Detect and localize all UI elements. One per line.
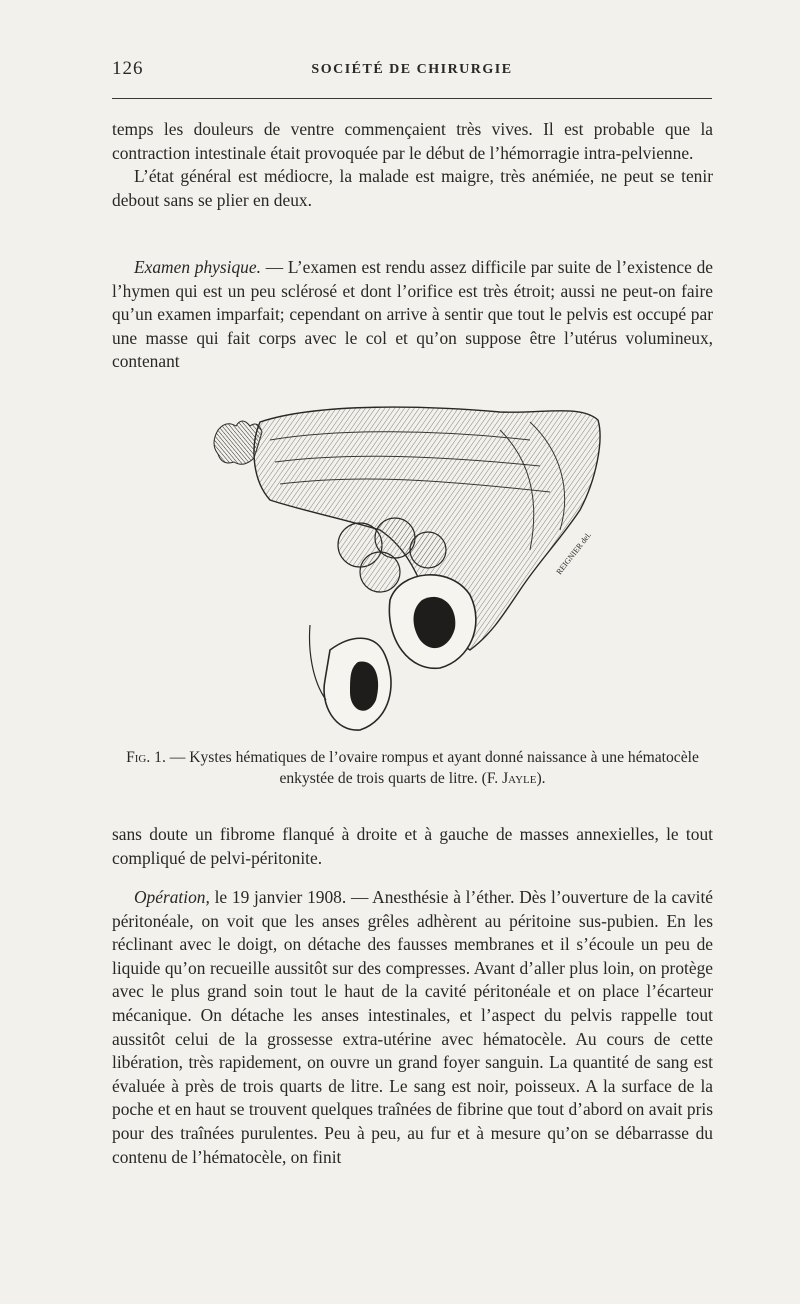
text-block-exam: [112, 256, 713, 374]
paragraph-1: temps les douleurs de ventre commençaient très vives. Il est probable que la contraction intestinale était provoquée par le début de l’hémorragie intra-pelvienne.: [112, 119, 713, 163]
running-head: SOCIÉTÉ DE CHIRURGIE: [311, 62, 513, 77]
exam-lead: Examen physique.: [134, 257, 261, 277]
figure-illustration: [200, 400, 620, 745]
exam-text: — L’examen est rendu assez difficile par suite de l’existence de l’hymen qui est un peu sclérosé et dont l’orifice est très étroit; aussi ne peut-on faire qu’un examen imparfait; cependant on arrive à sentir que tout le pelvis est occupé par une masse qui fait corps avec le col et qu’on suppose être l’utérus volumineux, contenant: [112, 257, 714, 372]
text-block-operation: [112, 886, 713, 1169]
paragraph-exam: [112, 256, 713, 374]
text-block-top: [112, 118, 713, 212]
header-rule: [112, 98, 712, 99]
page-header: [112, 58, 712, 88]
page-number: 126: [112, 58, 144, 79]
caption-text: — Kystes hématiques de l’ovaire rompus et ayant donné naissance à une hématocèle enkystée de trois quarts de litre.: [165, 749, 699, 787]
paragraph-continuation: sans doute un fibrome flanqué à droite et à gauche de masses annexielles, le tout compliqué de pelvi-péritonite.: [112, 824, 713, 868]
ruptured-cyst-drawing: [310, 575, 476, 730]
artist-signature: REIGNIER del.: [554, 530, 594, 577]
figure-caption: [112, 747, 713, 789]
text-block-continuation: [112, 823, 713, 870]
paragraph-2: L’état général est médiocre, la malade est maigre, très anémiée, ne peut se tenir debout sans se plier en deux.: [112, 166, 713, 210]
caption-credit: (F. Jayle).: [481, 770, 546, 787]
caption-label: Fig. 1.: [126, 749, 166, 766]
paragraph-operation: [112, 886, 713, 1169]
operation-text: le 19 janvier 1908. — Anesthésie à l’éther. Dès l’ouverture de la cavité péritonéale, on voit que les anses grêles adhèrent au péritoine sus-pubien. En les réclinant avec le doigt, on détache des fausses membranes et il s’écoule un peu de liquide qu’on recueille aussitôt sur des compresses. Avant d’aller plus loin, on protège avec le plus grand soin tout le haut de la cavité péritonéale et on place l’écarteur mécanique. On détache les anses intestinales, et l’aspect du pelvis rappelle tout aussitôt celui de la grossesse extra-utérine avec hématocèle. Au cours de cette libération, très rapidement, on ouvre un grand foyer sanguin. La quantité de sang est évaluée à près de trois quarts de litre. Le sang est noir, poisseux. A la surface de la poche et en haut se trouvent quelques traînées de fibrine que tout d’abord on avait pris pour des traînées purulentes. Peu à peu, au fur et à mesure qu’on se débarrasse du contenu de l’hématocèle, on finit: [112, 887, 713, 1167]
operation-lead: Opération,: [134, 887, 210, 907]
